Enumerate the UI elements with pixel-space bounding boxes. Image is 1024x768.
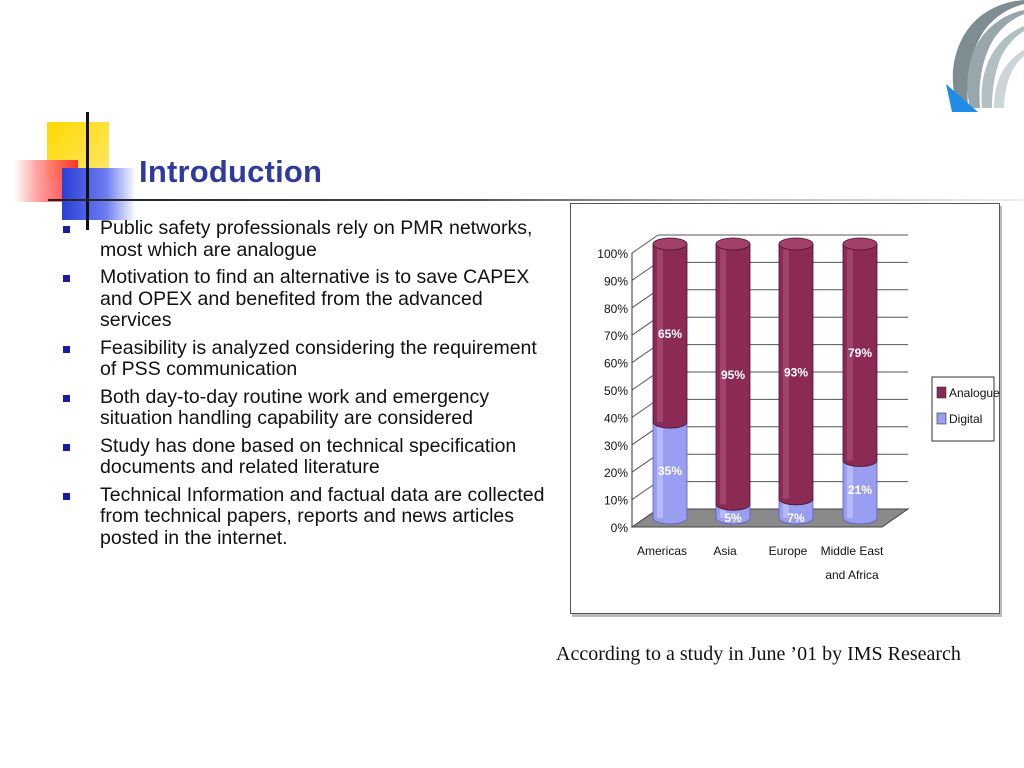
x-tick-label: Europe (768, 544, 808, 558)
bullet-marker-icon (63, 444, 70, 451)
legend-label: Digital (949, 412, 983, 426)
y-tick-label: 80% (603, 301, 628, 316)
title-underline (48, 199, 1024, 201)
bullet-item (60, 485, 550, 550)
y-tick-label: 40% (603, 411, 628, 426)
x-tick-label: Middle East (820, 544, 884, 558)
bullet-text: Both day-to-day routine work and emergency situation handling capability are considered (100, 385, 490, 429)
bullet-text: Study has done based on technical specification documents and related literature (100, 434, 517, 478)
y-tick-label: 0% (610, 521, 628, 535)
bullet-marker-icon (63, 275, 70, 282)
y-tick-label: 100% (597, 247, 628, 261)
legend-swatch (937, 387, 946, 398)
bullet-marker-icon (63, 395, 70, 402)
y-tick-label: 90% (603, 274, 628, 289)
data-label-analogue: 93% (783, 365, 809, 380)
y-tick-label: 30% (603, 438, 628, 453)
bar-top-cap (716, 238, 750, 250)
x-tick-label: Americas (636, 544, 688, 558)
bullet-marker-icon (63, 226, 70, 233)
decor-blue-square (62, 168, 136, 220)
y-tick-label: 20% (603, 466, 628, 481)
data-label-analogue: 95% (720, 368, 746, 383)
bullet-text: Public safety professionals rely on PMR networks, most which are analogue (100, 217, 533, 261)
bullet-list (60, 218, 550, 555)
data-label-digital: 5% (724, 511, 742, 525)
data-label-digital: 35% (657, 464, 683, 479)
chart-caption: According to a study in June ’01 by IMS Research (556, 643, 961, 665)
slide-title: Introduction (139, 154, 323, 189)
y-tick-label: 10% (603, 493, 628, 508)
bullet-item (60, 387, 550, 430)
bullet-text: Feasibility is analyzed considering the requirement of PSS communication (100, 336, 537, 380)
data-label-analogue: 79% (847, 346, 873, 361)
company-logo-icon (944, 0, 1024, 112)
decor-vertical-line (86, 112, 89, 230)
y-tick-label: 70% (603, 329, 628, 344)
bullet-item (60, 436, 550, 479)
bar-top-cap (653, 238, 687, 250)
stacked-bar-chart (570, 203, 1000, 615)
bullet-item (60, 338, 550, 381)
x-tick-label: and Africa (825, 568, 879, 582)
bullet-marker-icon (63, 493, 70, 500)
y-tick-label: 60% (603, 356, 628, 371)
bar-top-cap (843, 238, 877, 250)
bullet-marker-icon (63, 346, 70, 353)
data-label-digital: 7% (787, 511, 805, 525)
bullet-text: Motivation to find an alternative is to save CAPEX and OPEX and benefited from the advanced services (100, 266, 530, 331)
bar-top-cap (779, 238, 813, 250)
data-label-analogue: 65% (657, 327, 683, 342)
bullet-item (60, 267, 550, 332)
y-tick-label: 50% (603, 384, 628, 398)
legend-label: Analogue (949, 386, 1000, 400)
x-tick-label: Asia (713, 544, 737, 558)
bullet-text: Technical Information and factual data are collected from technical papers, reports and news articles posted in the internet. (100, 483, 545, 549)
data-label-digital: 21% (847, 483, 873, 498)
bullet-item (60, 218, 550, 261)
legend-swatch (937, 413, 946, 424)
